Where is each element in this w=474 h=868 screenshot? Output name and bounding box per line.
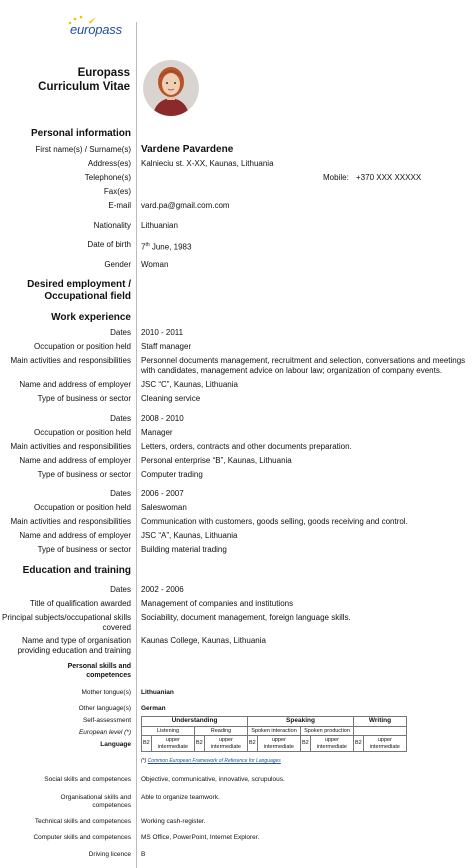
edu-title: Management of companies and institutions [141,599,294,608]
telephone-label: Telephone(s) [84,173,131,182]
org-skills-label-1: Organisational skills and [60,794,131,801]
edu-title-label: Title of qualification awarded [29,599,131,608]
job2-position-label: Occupation or position held [34,428,131,437]
logo-text: europass [70,22,122,37]
writing-level: B2 [354,736,364,752]
licence-value: B [141,851,146,858]
listening-header: Listening [142,726,195,736]
job3-employer-label: Name and address of employer [19,531,131,540]
profile-photo [143,60,199,116]
fax-label: Fax(es) [103,187,131,196]
listening-desc: upper intermediate [151,736,194,752]
gender-value: Woman [141,260,169,269]
tech-value: Working cash-register. [141,818,206,825]
gender-label: Gender [104,260,131,269]
dob-value [141,240,467,253]
reading-desc: upper intermediate [204,736,247,752]
job3-business: Building material trading [141,545,227,554]
edu-skills: Sociability, document management, foreign language skills. [141,613,351,622]
job3-activities: Communication with customers, goods selling, goods receiving and control. [141,517,408,526]
dob-suffix: th [145,242,150,248]
licence-label: Driving licence [88,851,131,858]
tech-label: Technical skills and competences [34,818,131,825]
edu-org-label-1: Name and type of organisation [22,636,131,645]
job2-dates-label: Dates [110,414,131,423]
mother-tongue-label: Mother tongue(s) [81,689,131,696]
column-divider [136,22,137,868]
language-table [141,716,407,752]
dob-rest: June, 1983 [149,242,192,252]
section-personal-information: Personal information [30,128,131,139]
personal-skills-line2: competences [86,672,131,679]
reading-level: B2 [195,736,205,752]
computer-value: MS Office, PowerPoint, Internet Explorer. [141,834,260,841]
job1-activities-label: Main activities and responsibilities [10,356,131,365]
self-assessment-label: Self-assessment [82,717,131,724]
nationality-value: Lithuanian [141,221,178,230]
org-skills-label-2: competences [92,802,131,809]
computer-label: Computer skills and competences [33,834,131,841]
section-desired-employment [0,279,131,303]
full-name: Vardene Pavardene [141,144,234,155]
social-value: Objective, communicative, innovative, scrupulous. [141,776,285,783]
job2-employer-label: Name and address of employer [19,456,131,465]
dob-label: Date of birth [87,240,131,249]
job1-employer: JSC “C”, Kaunas, Lithuania [141,380,238,389]
cv-title [38,66,130,94]
reading-header: Reading [195,726,248,736]
edu-skills-label-1: Principal subjects/occupational skills [2,613,131,622]
job2-activities: Letters, orders, contracts and other documents preparation. [141,442,352,451]
job3-employer: JSC “A”, Kaunas, Lithuania [141,531,238,540]
edu-dates: 2002 - 2006 [141,585,184,594]
section-work-experience: Work experience [51,312,131,323]
production-desc: upper intermediate [310,736,353,752]
mobile-label: Mobile: [323,173,349,182]
edu-skills-label-2: covered [102,623,131,632]
social-label: Social skills and competences [44,776,131,783]
spoken-production-header: Spoken production [301,726,354,736]
writing-desc: upper intermediate [363,736,406,752]
job3-position-label: Occupation or position held [34,503,131,512]
job3-activities-label: Main activities and responsibilities [10,517,131,526]
personal-skills-line1: Personal skills and [67,663,131,670]
cef-note [141,758,281,764]
job2-business-label: Type of business or sector [37,470,131,479]
address-value: Kalnieciu st. X-XX, Kaunas, Lithuania [141,159,274,168]
address-label: Address(es) [87,159,131,168]
edu-org-label-2: providing education and training [17,646,131,655]
nationality-label: Nationality [93,221,131,230]
desired-line1: Desired employment / [27,279,131,290]
job1-dates: 2010 - 2011 [141,328,184,337]
interaction-desc: upper intermediate [257,736,300,752]
org-skills-value: Able to organize teamwork. [141,794,220,801]
job2-position: Manager [141,428,173,437]
edu-org: Kaunas College, Kaunas, Lithuania [141,636,266,645]
edu-dates-label: Dates [110,585,131,594]
mother-tongue: Lithuanian [141,689,174,696]
desired-line2: Occupational field [44,291,131,302]
other-language-label: Other language(s) [78,705,131,712]
job3-business-label: Type of business or sector [37,545,131,554]
job1-activities: Personnel documents management, recruitment and selection, conversations and meetings with candidates, management advice on labour law; organization of company events. [141,356,466,375]
understanding-header: Understanding [142,717,248,727]
job2-dates: 2008 - 2010 [141,414,184,423]
interaction-level: B2 [248,736,258,752]
other-language: German [141,705,166,712]
section-education: Education and training [22,565,131,576]
org-skills-label [0,794,131,810]
production-level: B2 [301,736,311,752]
language-label: Language [100,741,131,748]
job1-business-label: Type of business or sector [37,394,131,403]
listening-level: B2 [142,736,152,752]
job1-position: Staff manager [141,342,192,351]
job3-dates-label: Dates [110,489,131,498]
job3-position: Saleswoman [141,503,187,512]
email-value[interactable]: vard.pa@gmail.com.com [141,201,230,210]
job3-dates: 2006 - 2007 [141,489,184,498]
spoken-interaction-header: Spoken interaction [248,726,301,736]
job2-employer: Personal enterprise “B”, Kaunas, Lithuania [141,456,292,465]
cef-link[interactable]: Common European Framework of Reference for Languages [147,758,281,764]
cv-title-line1: Europass [77,67,130,79]
cef-prefix: (*) [141,758,148,764]
email-label: E-mail [108,201,131,210]
writing-header: Writing [354,717,407,727]
cv-title-line2: Curriculum Vitae [38,81,130,93]
section-personal-skills [0,662,131,680]
job1-dates-label: Dates [110,328,131,337]
dob-day: 7 [141,242,146,252]
mobile-value: +370 XXX XXXXX [356,173,422,182]
job1-business: Cleaning service [141,394,201,403]
job2-activities-label: Main activities and responsibilities [10,442,131,451]
speaking-header: Speaking [248,717,354,727]
european-level-label: European level (*) [78,729,131,736]
job1-employer-label: Name and address of employer [19,380,131,389]
job1-position-label: Occupation or position held [34,342,131,351]
edu-org-label [0,636,131,656]
europass-logo [62,6,132,40]
edu-skills-label [0,613,131,633]
job2-business: Computer trading [141,470,203,479]
writing-subheader [354,726,407,736]
name-label: First name(s) / Surname(s) [35,145,131,154]
